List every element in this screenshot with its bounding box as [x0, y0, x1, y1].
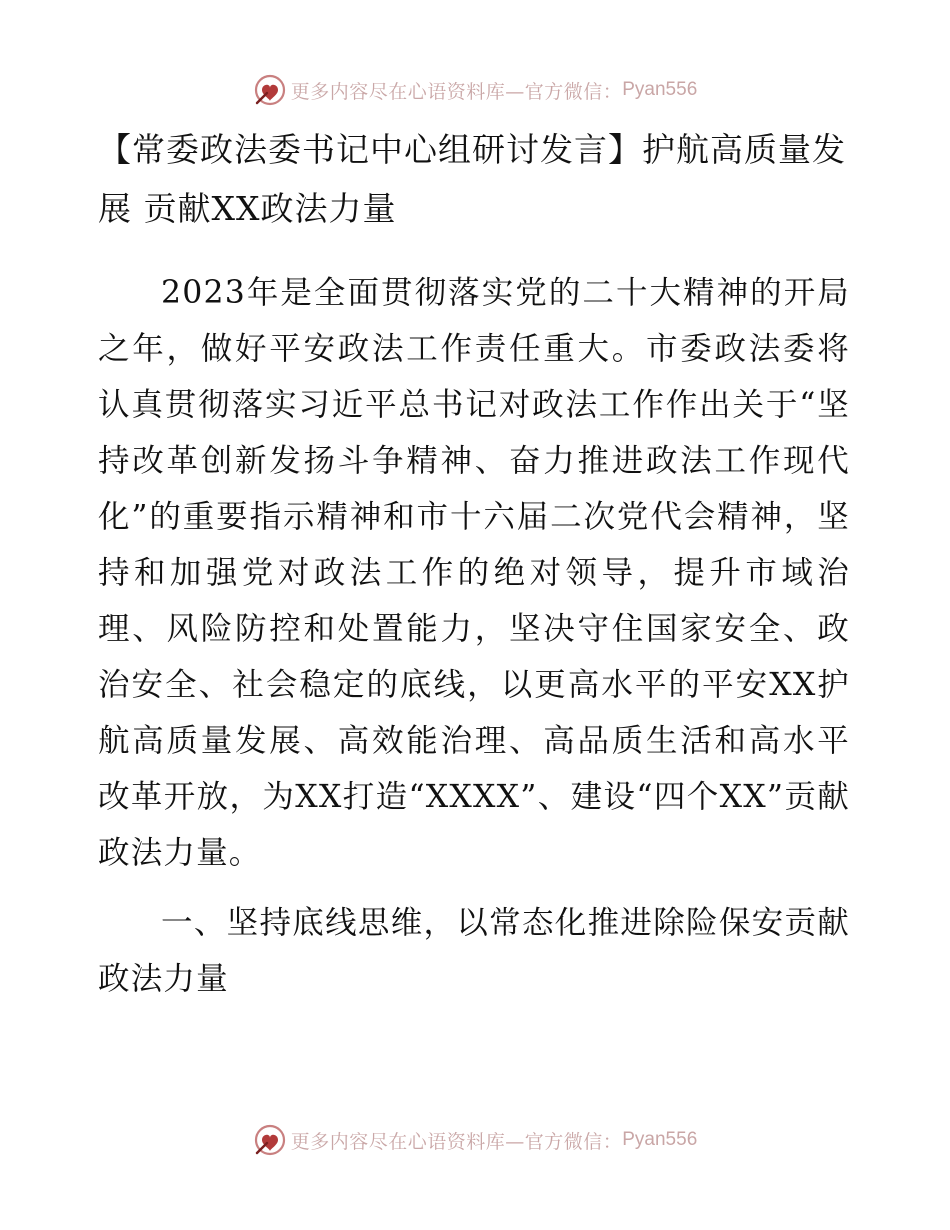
header-watermark — [0, 70, 950, 110]
document-title: 【常委政法委书记中心组研讨发言】护航高质量发展 贡献XX政法力量 — [98, 130, 846, 228]
watermark-id: Pyan556 — [622, 79, 698, 100]
section-heading-1: 一、坚持底线思维，以常态化推进除险保安贡献政法力量 — [98, 905, 850, 997]
document-body — [98, 120, 850, 1007]
heart-pen-logo-icon — [253, 73, 287, 107]
footer-watermark — [0, 1120, 950, 1160]
paragraph-intro: 2023年是全面贯彻落实党的二十大精神的开局之年，做好平安政法工作责任重大。市委政法委将认真贯彻落实习近平总书记对政法工作作出关于“坚持改革创新发扬斗争精神、奋力推进政法工作现代化”的重要指示精神和市十六届二次党代会精神，坚持和加强党对政法工作的绝对领导，提升市域治理、风险防控和处置能力，坚决守住国家安全、政治安全、社会稳定的底线，以更高水平的平安XX护航高质量发展、高效能治理、高品质生活和高水平改革开放，为XX打造“XXXX”、建设“四个XX”贡献政法力量。 — [98, 275, 850, 871]
heart-pen-logo-icon — [253, 1123, 287, 1157]
watermark-id: Pyan556 — [622, 1129, 698, 1150]
watermark-text: 更多内容尽在心语资料库—官方微信： — [290, 80, 623, 103]
watermark-text: 更多内容尽在心语资料库—官方微信： — [290, 1130, 623, 1153]
